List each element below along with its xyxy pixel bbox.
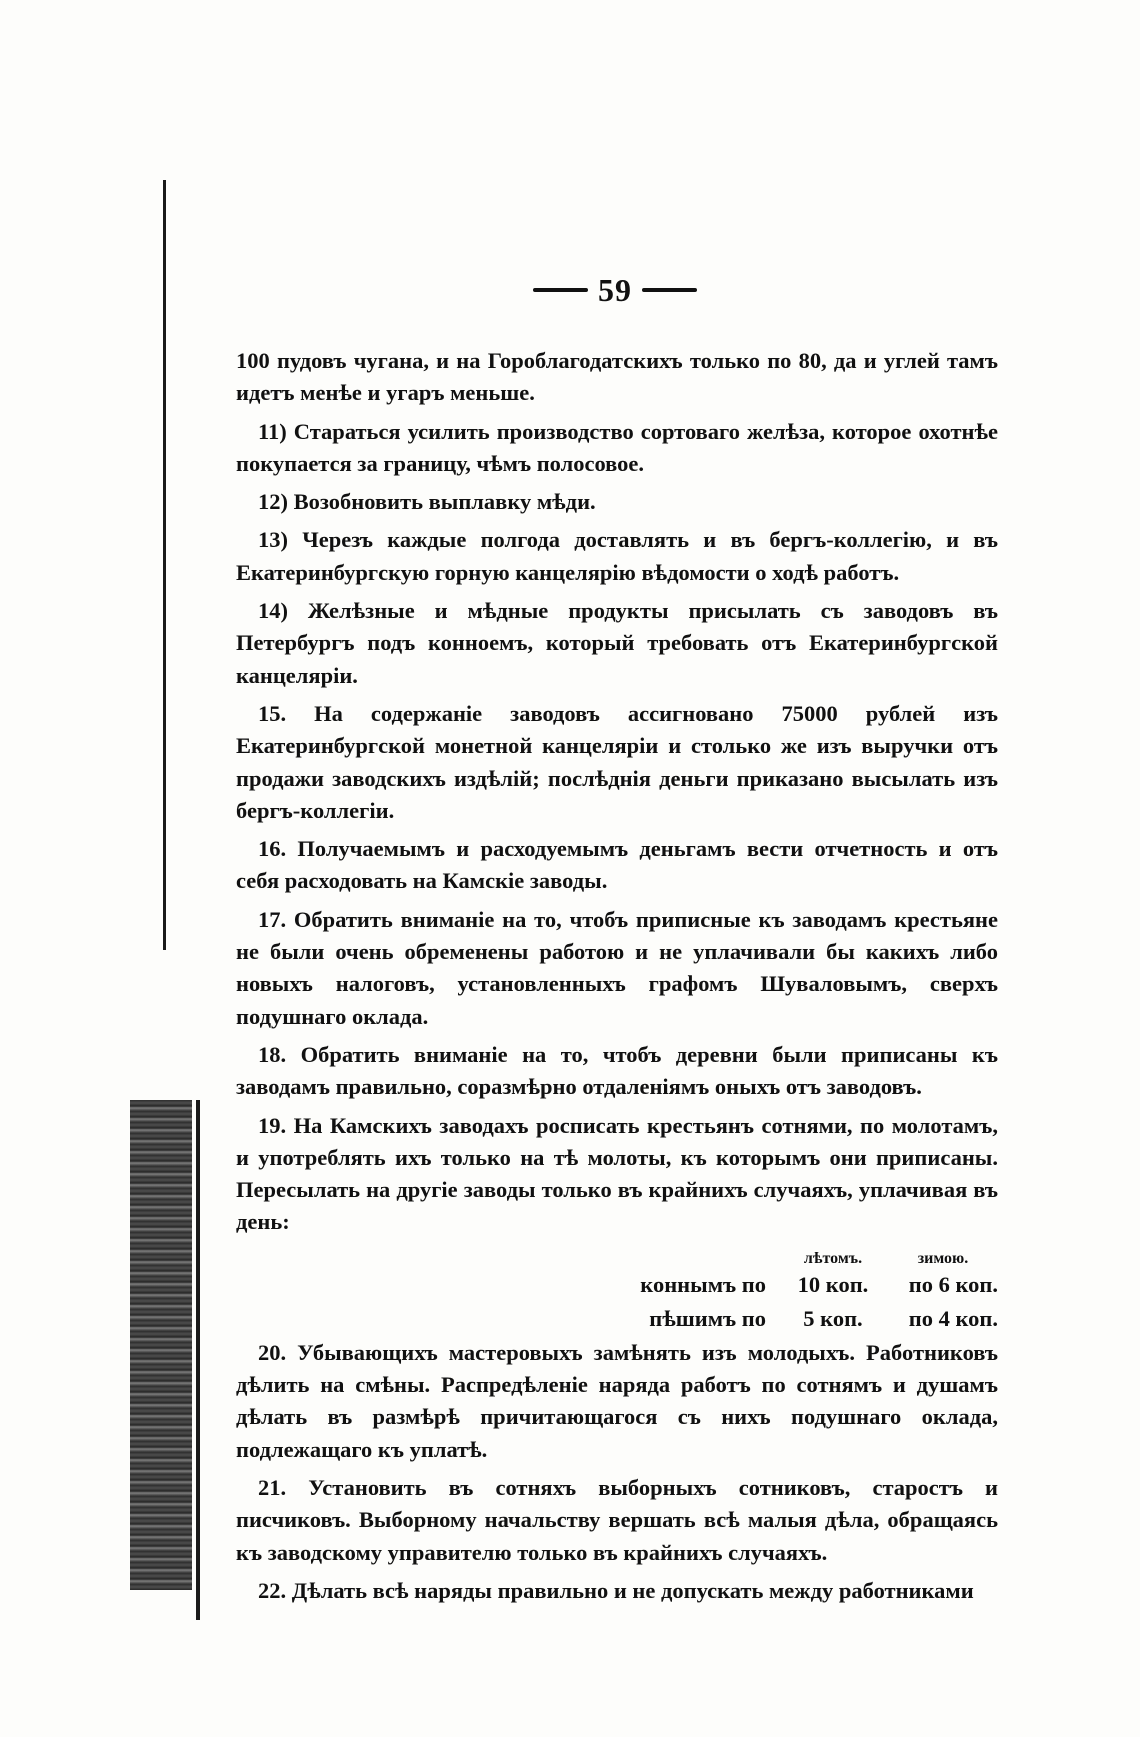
rate-winter: по 4 коп.	[908, 1305, 998, 1331]
body-text	[236, 345, 998, 1607]
header-summer: лѣтомъ.	[803, 1249, 863, 1267]
header-winter: зимою.	[917, 1249, 969, 1267]
ornament-left-icon	[533, 288, 588, 292]
rate-summer: 5 коп.	[803, 1305, 863, 1331]
wage-rates-header	[236, 1243, 998, 1269]
wage-rates-table	[236, 1243, 998, 1337]
rate-summer: 10 коп.	[797, 1271, 869, 1297]
binding-edge-line	[163, 180, 166, 950]
page-number: 59	[598, 271, 632, 308]
ornament-right-icon	[642, 288, 697, 292]
paragraph-22: 22. Дѣлать всѣ наряды правильно и не допускать между работниками	[258, 1577, 974, 1603]
paragraph-16: 16. Получаемымъ и расходуемымъ деньгамъ вести отчетность и отъ себя расходовать на Камскіе заводы.	[236, 836, 998, 894]
binding-edge-line-lower	[196, 1100, 200, 1620]
paragraph-20: 20. Убывающихъ мастеровыхъ замѣнять изъ молодыхъ. Работниковъ дѣлить на смѣны. Распредѣленіе наряда работъ по сотнямъ и душамъ дѣлать въ размѣрѣ причитающагося съ нихъ подушнаго оклада, подлежащаго къ уплатѣ.	[236, 1339, 998, 1462]
paragraph-11: 11) Стараться усилить производство сортоваго желѣза, которое охотнѣе покупается за границу, чѣмъ полосовое.	[236, 418, 998, 476]
binding-edge-shadow	[130, 1100, 192, 1590]
page-header	[530, 270, 700, 310]
paragraph-continued: 100 пудовъ чугана, и на Гороблагодатскихъ только по 80, да и углей тамъ идетъ менѣе и угаръ меньше.	[236, 348, 998, 406]
paragraph-18: 18. Обратить вниманіе на то, чтобъ деревни были приписаны къ заводамъ правильно, соразмѣрно отдаленіямъ оныхъ отъ заводовъ.	[236, 1041, 998, 1100]
paragraph-21: 21. Установить въ сотняхъ выборныхъ сотниковъ, старостъ и писчиковъ. Выборному начальству вершать всѣ малыя дѣла, обращаясь къ заводскому управителю только въ крайнихъ случаяхъ.	[236, 1474, 998, 1565]
paragraph-13: 13) Черезъ каждые полгода доставлять и въ бергъ-коллегію, и въ Екатеринбургскую горную канцелярію вѣдомости о ходѣ работъ.	[236, 527, 998, 585]
table-row	[236, 1303, 998, 1337]
paragraph-17: 17. Обратить вниманіе на то, чтобъ приписные къ заводамъ крестьяне не были очень обременены работою и не уплачивали бы какихъ либо новыхъ налоговъ, установленныхъ графомъ Шуваловымъ, сверхъ подушнаго оклада.	[236, 906, 998, 1029]
rate-label: пѣшимъ по	[649, 1305, 766, 1331]
paragraph-19: 19. На Камскихъ заводахъ росписать крестьянъ сотнями, по молотамъ, и употреблять ихъ только на тѣ молоты, къ которымъ они приписаны. Пересылать на другіе заводы только въ крайнихъ случаяхъ, уплачивая въ день:	[236, 1112, 998, 1235]
paragraph-15: 15. На содержаніе заводовъ ассигновано 75000 рублей изъ Екатеринбургской монетной канцеляріи и столько же изъ выручки отъ продажи заводскихъ издѣлій; послѣднія деньги приказано высылать изъ бергъ-коллегіи.	[236, 700, 998, 823]
rate-label: коннымъ по	[640, 1271, 766, 1297]
paragraph-12: 12) Возобновить выплавку мѣди.	[258, 489, 596, 515]
paragraph-14: 14) Желѣзные и мѣдные продукты присылать съ заводовъ въ Петербургъ подъ конноемъ, который требовать отъ Екатеринбургской канцеляріи.	[236, 598, 998, 688]
table-row	[236, 1269, 998, 1303]
rate-winter: по 6 коп.	[908, 1271, 998, 1297]
